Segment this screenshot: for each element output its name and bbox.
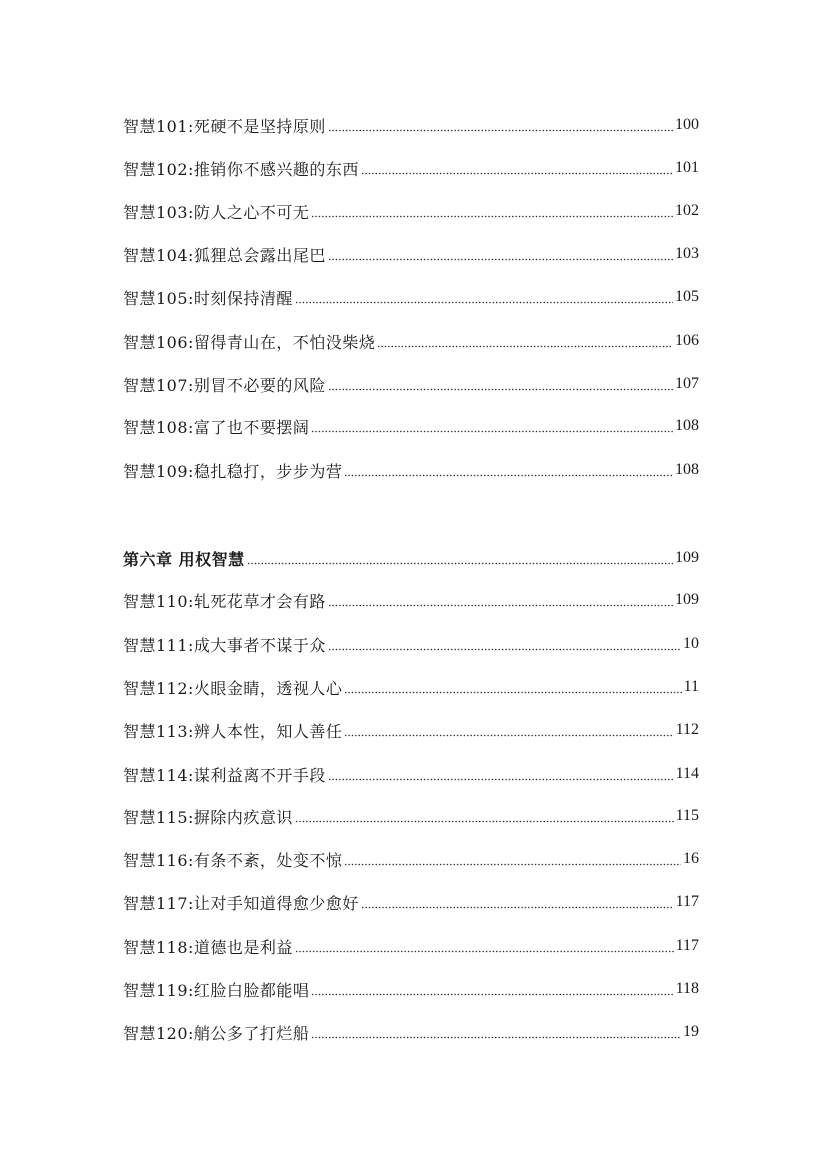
toc-entry-page: 109 xyxy=(675,591,699,608)
toc-entry-page: 102 xyxy=(675,202,699,219)
leader-dots xyxy=(295,809,674,823)
toc-entry xyxy=(123,931,699,961)
toc-entry-page: 100 xyxy=(675,116,699,133)
leader-dots xyxy=(328,767,674,781)
toc-entry-page: 117 xyxy=(675,937,699,954)
toc-entry-title: 智慧120:艄公多了打烂船 xyxy=(123,1023,310,1043)
toc-entry xyxy=(123,672,699,702)
toc-entry-title: 智慧103:防人之心不可无 xyxy=(123,202,310,222)
toc-entry-page: 108 xyxy=(675,417,699,434)
chapter-heading xyxy=(123,543,699,573)
leader-dots xyxy=(247,551,673,565)
toc-entry-title: 智慧116:有条不紊，处变不惊 xyxy=(123,850,343,870)
toc-entry-page: 114 xyxy=(675,765,699,782)
toc-entry xyxy=(123,369,699,399)
toc-entry-page: 103 xyxy=(675,245,699,262)
toc-entry-title: 智慧113:辨人本性，知人善任 xyxy=(123,721,343,741)
leader-dots xyxy=(344,463,673,477)
toc-entry-page: 115 xyxy=(675,807,699,824)
toc-entry-page: 108 xyxy=(675,461,699,478)
toc-entry xyxy=(123,887,699,917)
toc-entry-title: 智慧114:谋利益离不开手段 xyxy=(123,765,326,785)
toc-entry xyxy=(123,1017,699,1047)
leader-dots xyxy=(295,290,673,304)
toc-entry xyxy=(123,585,699,615)
leader-dots xyxy=(328,118,673,132)
toc-entry xyxy=(123,715,699,745)
toc-entry xyxy=(123,239,699,269)
toc-entry-title: 智慧101:死硬不是坚持原则 xyxy=(123,116,326,136)
toc-entry-title: 智慧108:富了也不要摆阔 xyxy=(123,417,310,437)
toc-entry-page: 101 xyxy=(675,159,699,176)
toc-entry-page: 118 xyxy=(675,980,699,997)
leader-dots xyxy=(361,895,674,909)
leader-dots xyxy=(311,204,673,218)
toc-entry-title: 智慧102:推销你不感兴趣的东西 xyxy=(123,159,359,179)
leader-dots xyxy=(311,1025,681,1039)
leader-dots xyxy=(311,419,673,433)
toc-entry xyxy=(123,974,699,1004)
toc-entry-title: 智慧107:别冒不必要的风险 xyxy=(123,375,326,395)
toc-entry-page: 112 xyxy=(675,721,699,738)
leader-dots xyxy=(377,334,673,348)
toc-entry xyxy=(123,411,699,441)
leader-dots xyxy=(328,637,681,651)
leader-dots xyxy=(344,723,673,737)
leader-dots xyxy=(328,247,673,261)
leader-dots xyxy=(328,593,673,607)
toc-entry-title: 智慧109:稳扎稳打，步步为营 xyxy=(123,461,343,481)
toc-entry xyxy=(123,282,699,312)
toc-entry xyxy=(123,196,699,226)
toc-entry-title: 智慧118:道德也是利益 xyxy=(123,937,293,957)
toc-entry-title: 智慧104:狐狸总会露出尾巴 xyxy=(123,245,326,265)
leader-dots xyxy=(344,680,681,694)
chapter-page: 109 xyxy=(675,549,699,566)
toc-entry-title: 智慧112:火眼金睛，透视人心 xyxy=(123,678,343,698)
toc-entry-page: 19 xyxy=(683,1023,699,1040)
toc-entry xyxy=(123,801,699,831)
toc-entry-title: 智慧115:摒除内疚意识 xyxy=(123,807,293,827)
toc-entry-title: 智慧119:红脸白脸都能唱 xyxy=(123,980,310,1000)
toc-entry xyxy=(123,326,699,356)
toc-entry xyxy=(123,455,699,485)
toc-entry xyxy=(123,844,699,874)
toc-entry-page: 117 xyxy=(675,893,699,910)
leader-dots xyxy=(361,161,673,175)
toc-entry-page: 16 xyxy=(683,850,699,867)
toc-entry xyxy=(123,759,699,789)
toc-entry-page: 11 xyxy=(683,678,699,695)
toc-entry-page: 105 xyxy=(675,288,699,305)
toc-entry xyxy=(123,110,699,140)
toc-entry-title: 智慧106:留得青山在，不怕没柴烧 xyxy=(123,332,376,352)
toc-entry-page: 107 xyxy=(675,375,699,392)
toc-entry-title: 智慧111:成大事者不谋于众 xyxy=(123,635,326,655)
toc-entry-title: 智慧105:时刻保持清醒 xyxy=(123,288,293,308)
toc-entry-page: 106 xyxy=(675,332,699,349)
toc-entry-title: 智慧117:让对手知道得愈少愈好 xyxy=(123,893,359,913)
toc-entry xyxy=(123,629,699,659)
chapter-title: 第六章 用权智慧 xyxy=(123,549,245,569)
toc-entry-page: 10 xyxy=(683,635,699,652)
leader-dots xyxy=(344,852,681,866)
leader-dots xyxy=(311,982,673,996)
toc-entry-title: 智慧110:轧死花草才会有路 xyxy=(123,591,326,611)
toc-entry xyxy=(123,153,699,183)
leader-dots xyxy=(295,939,674,953)
leader-dots xyxy=(328,377,673,391)
